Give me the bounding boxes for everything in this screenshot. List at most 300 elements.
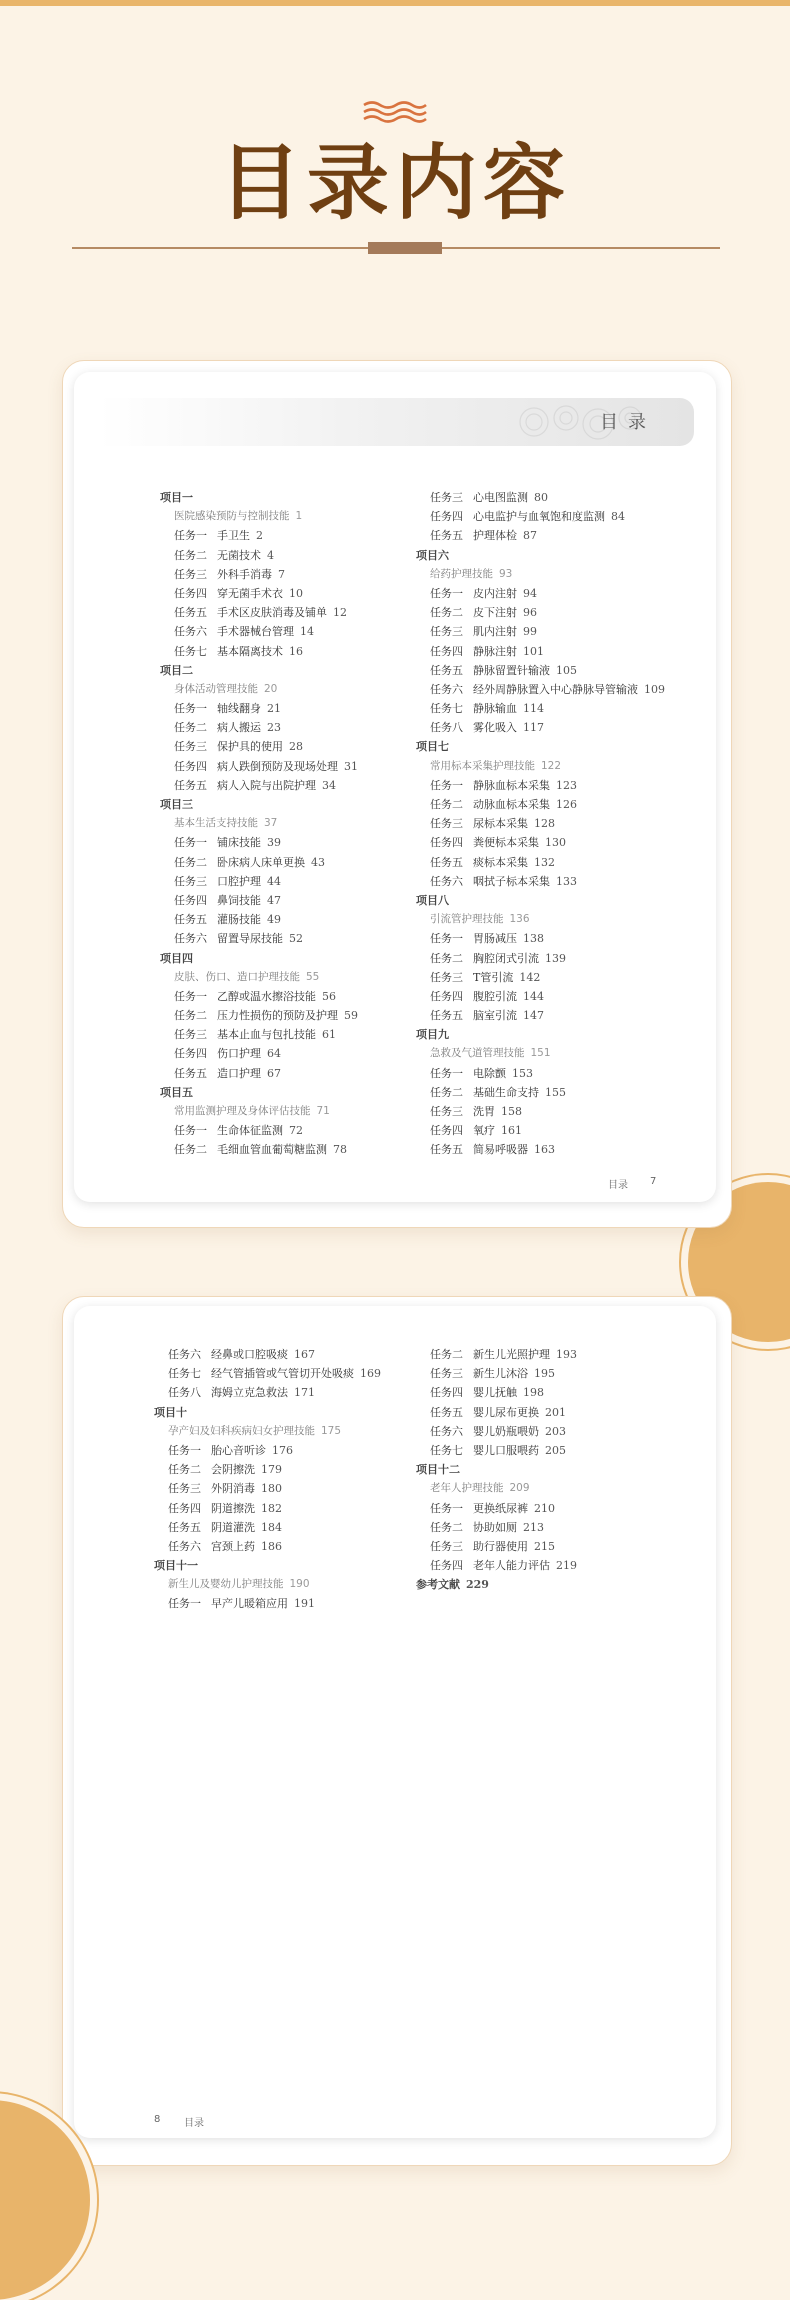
task-label: 任务四 [174,759,207,773]
entry-page-number: 1 [295,510,303,523]
toc-module-entry[interactable] [160,968,358,987]
entry-page-number: 94 [523,586,537,600]
entry-title: 尿标本采集 [473,817,528,831]
entry-page-number: 201 [545,1405,566,1419]
task-label: 任务一 [430,932,463,946]
entry-page-number: 122 [541,759,562,772]
toc-task-entry[interactable] [416,968,665,987]
task-label: 任务一 [174,836,207,850]
entry-title: 病人入院与出院护理 [217,778,316,792]
task-label: 任务五 [430,663,463,677]
entry-page-number: 138 [523,932,544,946]
toc-column-left [154,1345,381,1614]
entry-page-number: 12 [333,606,347,620]
toc-task-entry[interactable] [416,699,665,718]
entry-title: 基本生活支持技能 [174,817,258,830]
task-label: 任务三 [430,970,463,984]
toc-task-entry[interactable] [160,929,358,948]
toc-project-heading[interactable]: 项目六 [416,548,449,562]
toc-module-entry[interactable] [416,910,665,929]
entry-title: 鼻饲技能 [217,893,261,907]
entry-page-number: 59 [344,1009,358,1023]
entry-title: 新生儿光照护理 [473,1348,550,1361]
toc-task-entry[interactable] [160,718,358,737]
toc-task-entry[interactable] [160,737,358,756]
top-accent-bar [0,0,790,6]
toc-task-entry[interactable] [416,776,665,795]
toc-task-entry[interactable] [416,872,665,891]
task-label: 任务二 [430,798,463,811]
toc-task-entry[interactable] [416,1422,577,1441]
entry-title: 护理体检 [473,529,517,543]
entry-page-number: 52 [289,932,303,946]
toc-task-entry[interactable] [416,642,665,661]
entry-page-number: 210 [534,1501,555,1515]
entry-title: 外阴消毒 [211,1482,255,1496]
task-label: 任务五 [174,778,207,792]
entry-page-number: 71 [316,1105,330,1117]
entry-page-number: 10 [289,586,303,600]
entry-page-number: 219 [556,1559,577,1573]
entry-page-number: 61 [322,1028,336,1042]
task-label: 任务二 [430,951,463,965]
entry-page-number: 20 [264,682,278,695]
entry-page-number: 155 [545,1085,566,1099]
task-label: 任务三 [168,1482,201,1496]
toc-module-entry[interactable] [416,1479,577,1498]
entry-page-number: 229 [466,1578,489,1592]
toc-module-entry[interactable] [160,814,358,833]
task-label: 任务一 [174,1124,207,1138]
task-label: 任务四 [430,644,463,658]
entry-title: 阴道擦洗 [211,1501,255,1515]
toc-task-entry[interactable] [160,987,358,1006]
task-label: 任务三 [174,740,207,754]
toc-task-entry[interactable] [154,1499,381,1518]
task-label: 任务五 [430,855,463,869]
toc-task-entry[interactable] [416,1518,577,1537]
entry-title: 穿无菌手术衣 [217,586,283,600]
task-label: 任务四 [430,1124,463,1138]
toc-task-entry[interactable] [160,622,358,641]
entry-title: 静脉血标本采集 [473,778,550,792]
entry-title: 胎心音听诊 [211,1443,266,1457]
entry-page-number: 93 [499,567,513,580]
entry-title: 孕产妇及妇科疾病妇女护理技能 [168,1424,315,1437]
entry-page-number: 186 [261,1539,282,1553]
entry-page-number: 14 [300,625,314,639]
entry-page-number: 180 [261,1482,282,1496]
toc-task-entry[interactable] [160,1044,358,1063]
task-label: 任务三 [174,1028,207,1042]
toc-task-entry[interactable] [416,622,665,641]
entry-title: 生命体征监测 [217,1124,283,1138]
entry-page-number: 64 [267,1047,281,1061]
entry-page-number: 126 [556,798,577,811]
page-footer-label: 目录 [608,1180,628,1191]
entry-page-number: 147 [523,1009,544,1023]
entry-title: 心电图监测 [473,491,528,504]
entry-title: 腹腔引流 [473,989,517,1003]
task-label: 任务六 [168,1348,201,1361]
entry-title: 经外周静脉置入中心静脉导管输液 [473,682,638,696]
toc-task-entry[interactable] [416,488,665,507]
toc-task-entry[interactable] [416,1556,577,1575]
toc-task-entry[interactable] [416,987,665,1006]
wave-ornament-icon [362,100,428,124]
entry-page-number: 175 [321,1424,342,1437]
entry-title: 更换纸尿裤 [473,1501,528,1515]
task-label: 任务一 [430,586,463,600]
task-label: 任务二 [168,1463,201,1477]
entry-page-number: 80 [534,491,548,504]
entry-page-number: 56 [322,989,336,1003]
toc-task-entry[interactable] [416,1102,665,1121]
toc-task-entry[interactable] [160,910,358,929]
toc-task-entry[interactable] [416,1006,665,1025]
toc-project-heading[interactable]: 项目十 [154,1405,187,1419]
entry-page-number: 105 [556,663,577,677]
entry-title: 婴儿尿布更换 [473,1405,539,1419]
toc-task-entry[interactable] [160,872,358,891]
entry-title: 洗胃 [473,1105,495,1118]
toc-task-entry[interactable] [416,1537,577,1556]
toc-project-heading[interactable]: 项目九 [416,1028,449,1042]
toc-project-heading[interactable]: 项目四 [160,951,193,965]
toc-task-entry[interactable] [416,680,665,699]
entry-page-number: 176 [272,1443,293,1457]
toc-task-entry[interactable] [416,1403,577,1422]
toc-task-entry[interactable] [160,526,358,545]
toc-task-entry[interactable] [160,642,358,661]
task-label: 任务二 [174,1009,207,1023]
toc-project-heading[interactable]: 项目一 [160,491,193,504]
entry-title: 无菌技术 [217,548,261,562]
toc-task-entry[interactable] [416,1345,577,1364]
task-label: 任务三 [430,625,463,639]
task-label: 任务五 [430,529,463,543]
task-label: 任务八 [168,1386,201,1400]
toc-task-entry[interactable] [160,853,358,872]
task-label: 任务七 [174,644,207,658]
toc-task-entry[interactable] [154,1441,381,1460]
toc-task-entry[interactable] [154,1518,381,1537]
entry-title: 伤口护理 [217,1047,261,1061]
entry-title: 胃肠减压 [473,932,517,946]
task-label: 任务四 [430,1559,463,1573]
toc-task-entry[interactable] [416,814,665,833]
toc-task-entry[interactable] [416,1064,665,1083]
toc-task-entry[interactable] [160,1140,358,1159]
entry-page-number: 7 [278,567,285,581]
toc-task-entry[interactable] [416,1364,577,1383]
entry-title: 病人跌倒预防及现场处理 [217,759,338,773]
entry-title: 宫颈上药 [211,1539,255,1553]
task-label: 任务一 [174,702,207,716]
task-label: 任务四 [168,1501,201,1515]
toc-module-entry[interactable] [416,565,665,584]
entry-title: 身体活动管理技能 [174,682,258,695]
toc-project-heading[interactable]: 项目八 [416,893,449,907]
entry-title: 协助如厕 [473,1520,517,1534]
entry-title: 皮肤、伤口、造口护理技能 [174,970,300,983]
task-label: 任务四 [430,989,463,1003]
entry-page-number: 28 [289,740,303,754]
toc-task-entry[interactable] [160,891,358,910]
toc-module-entry[interactable] [160,507,358,526]
entry-page-number: 39 [267,836,281,850]
task-label: 任务三 [430,1539,463,1553]
toc-task-entry[interactable] [154,1345,381,1364]
toc-column-left [160,488,358,1160]
task-label: 任务一 [430,778,463,792]
entry-page-number: 130 [545,836,566,850]
entry-title: 心电监护与血氧饱和度监测 [473,510,605,524]
task-label: 任务一 [174,529,207,543]
entry-page-number: 136 [509,913,530,926]
entry-title: 留置导尿技能 [217,932,283,946]
toc-task-entry[interactable] [416,949,665,968]
entry-title: 手术区皮肤消毒及铺单 [217,606,327,620]
toc-task-entry[interactable] [416,853,665,872]
task-label: 任务六 [430,1424,463,1438]
entry-page-number: 179 [261,1463,282,1477]
task-label: 任务四 [430,1386,463,1400]
task-label: 任务六 [168,1539,201,1553]
entry-page-number: 139 [545,951,566,965]
task-label: 任务六 [174,625,207,639]
toc-task-entry[interactable] [160,584,358,603]
toc-task-entry[interactable] [160,603,358,622]
entry-page-number: 4 [267,548,274,562]
entry-title: 老年人能力评估 [473,1559,550,1573]
task-label: 任务一 [430,1066,463,1080]
toc-task-entry[interactable] [416,1140,665,1159]
toc-module-entry[interactable] [160,680,358,699]
entry-title: 新生儿沐浴 [473,1367,528,1381]
entry-title: 外科手消毒 [217,567,272,581]
toc-module-entry[interactable] [160,1102,358,1121]
toc-task-entry[interactable] [416,929,665,948]
entry-title: 手卫生 [217,529,250,543]
toc-project-heading[interactable]: 项目三 [160,798,193,811]
entry-page-number: 171 [294,1386,315,1400]
entry-title: 婴儿奶瓶喂奶 [473,1424,539,1438]
toc-task-entry[interactable] [416,661,665,680]
toc-task-entry[interactable] [154,1383,381,1402]
entry-page-number: 123 [556,778,577,792]
page-title: 目录内容 [218,135,571,231]
entry-title: 雾化吸入 [473,721,517,735]
entry-page-number: 133 [556,874,577,888]
toc-module-entry[interactable] [416,757,665,776]
page-number: 7 [650,1176,657,1187]
toc-task-entry[interactable] [160,546,358,565]
toc-task-entry[interactable] [416,795,665,814]
entry-page-number: 193 [556,1348,577,1361]
entry-title: 灌肠技能 [217,913,261,927]
entry-title: 给药护理技能 [430,567,493,580]
entry-page-number: 151 [530,1047,551,1060]
task-label: 任务五 [430,1009,463,1023]
entry-page-number: 209 [509,1482,530,1495]
task-label: 任务五 [168,1520,201,1534]
entry-page-number: 16 [289,644,303,658]
entry-page-number: 132 [534,855,555,869]
entry-title: 新生儿及婴幼儿护理技能 [168,1578,284,1591]
toc-task-entry[interactable] [160,565,358,584]
toc-column-right [416,1345,577,1594]
toc-project-heading[interactable]: 项目五 [160,1085,193,1099]
entry-title: 静脉输血 [473,702,517,716]
task-label: 任务四 [174,893,207,907]
title-divider-accent [368,242,442,254]
entry-page-number: 47 [267,893,281,907]
entry-title: 手术器械台管理 [217,625,294,639]
entry-page-number: 78 [333,1143,347,1157]
toc-module-entry[interactable] [154,1422,381,1441]
entry-title: 婴儿抚触 [473,1386,517,1400]
entry-title: 早产儿暖箱应用 [211,1597,288,1611]
entry-title: 口腔护理 [217,874,261,888]
entry-title: 脑室引流 [473,1009,517,1023]
entry-title: 常用标本采集护理技能 [430,759,535,772]
entry-page-number: 67 [267,1066,281,1080]
entry-title: 助行器使用 [473,1539,528,1553]
entry-page-number: 205 [545,1443,566,1457]
entry-title: 电除颤 [473,1066,506,1080]
toc-task-entry[interactable] [416,1441,577,1460]
toc-task-entry[interactable] [160,1006,358,1025]
toc-task-entry[interactable] [160,699,358,718]
entry-page-number: 37 [264,817,278,830]
task-label: 任务六 [430,682,463,696]
entry-page-number: 163 [534,1143,555,1157]
entry-title: 婴儿口服喂药 [473,1443,539,1457]
task-label: 任务一 [430,1501,463,1515]
task-label: 任务七 [168,1367,201,1381]
task-label: 任务七 [430,702,463,716]
entry-title: 阴道灌洗 [211,1520,255,1534]
entry-title: 急救及气道管理技能 [430,1047,525,1060]
entry-page-number: 31 [344,759,358,773]
entry-page-number: 184 [261,1520,282,1534]
toc-project-heading[interactable]: 项目七 [416,740,449,754]
toc-module-entry[interactable] [154,1575,381,1594]
toc-task-entry[interactable] [160,1025,358,1044]
toc-task-entry[interactable] [154,1594,381,1613]
entry-title: 咽拭子标本采集 [473,874,550,888]
entry-page-number: 191 [294,1597,315,1611]
entry-title: 基本止血与包扎技能 [217,1028,316,1042]
toc-task-entry[interactable] [416,1121,665,1140]
task-label: 任务三 [174,567,207,581]
task-label: 任务二 [174,855,207,869]
entry-title: 造口护理 [217,1066,261,1080]
toc-references-entry[interactable] [416,1575,577,1594]
entry-page-number: 215 [534,1539,555,1553]
toc-task-entry[interactable] [416,584,665,603]
task-label: 任务四 [174,586,207,600]
toc-task-entry[interactable] [160,1121,358,1140]
task-label: 任务六 [174,932,207,946]
entry-page-number: 182 [261,1501,282,1515]
task-label: 任务三 [174,874,207,888]
toc-project-heading[interactable]: 项目二 [160,663,193,677]
toc-task-entry[interactable] [416,1499,577,1518]
entry-title: 保护具的使用 [217,740,283,754]
task-label: 任务八 [430,721,463,735]
task-label: 任务一 [174,989,207,1003]
entry-title: T管引流 [473,970,514,984]
toc-task-entry[interactable] [160,757,358,776]
entry-title: 经气管插管或气管切开处吸痰 [211,1367,354,1381]
task-label: 任务二 [430,606,463,620]
entry-title: 粪便标本采集 [473,836,539,850]
task-label: 任务四 [430,510,463,524]
toc-task-entry[interactable] [416,718,665,737]
entry-page-number: 128 [534,817,555,831]
entry-title: 氧疗 [473,1124,495,1138]
toc-task-entry[interactable] [416,526,665,545]
toc-module-entry[interactable] [416,1044,665,1063]
task-label: 任务三 [430,1105,463,1118]
entry-page-number: 72 [289,1124,303,1138]
toc-task-entry[interactable] [416,833,665,852]
entry-page-number: 144 [523,989,544,1003]
entry-title: 引流管护理技能 [430,913,504,926]
toc-task-entry[interactable] [160,833,358,852]
task-label: 任务五 [174,913,207,927]
entry-page-number: 213 [523,1520,544,1534]
toc-task-entry[interactable] [416,507,665,526]
entry-page-number: 203 [545,1424,566,1438]
task-label: 任务七 [430,1443,463,1457]
toc-task-entry[interactable] [160,1064,358,1083]
toc-task-entry[interactable] [416,1383,577,1402]
toc-task-entry[interactable] [416,1083,665,1102]
entry-page-number: 167 [294,1348,315,1361]
toc-project-heading[interactable]: 项目十二 [416,1463,460,1477]
entry-page-number: 23 [267,721,281,735]
task-label: 任务二 [174,548,207,562]
entry-page-number: 198 [523,1386,544,1400]
entry-title: 基本隔离技术 [217,644,283,658]
toc-project-heading[interactable]: 项目十一 [154,1559,198,1573]
page-footer-label: 目录 [184,2118,204,2129]
task-label: 任务五 [174,606,207,620]
task-label: 任务五 [430,1405,463,1419]
entry-title: 铺床技能 [217,836,261,850]
toc-task-entry[interactable] [416,603,665,622]
toc-task-entry[interactable] [154,1460,381,1479]
entry-title: 动脉血标本采集 [473,798,550,811]
task-label: 任务五 [174,1066,207,1080]
toc-task-entry[interactable] [154,1479,381,1498]
entry-page-number: 142 [519,970,541,984]
entry-title: 乙醇或温水擦浴技能 [217,989,316,1003]
entry-title: 简易呼吸器 [473,1143,528,1157]
entry-page-number: 44 [267,874,281,888]
task-label: 任务二 [430,1348,463,1361]
entry-page-number: 169 [360,1367,381,1381]
entry-page-number: 21 [267,702,281,716]
task-label: 任务六 [430,874,463,888]
task-label: 任务二 [430,1085,463,1099]
toc-task-entry[interactable] [154,1537,381,1556]
toc-task-entry[interactable] [160,776,358,795]
toc-task-entry[interactable] [154,1364,381,1383]
